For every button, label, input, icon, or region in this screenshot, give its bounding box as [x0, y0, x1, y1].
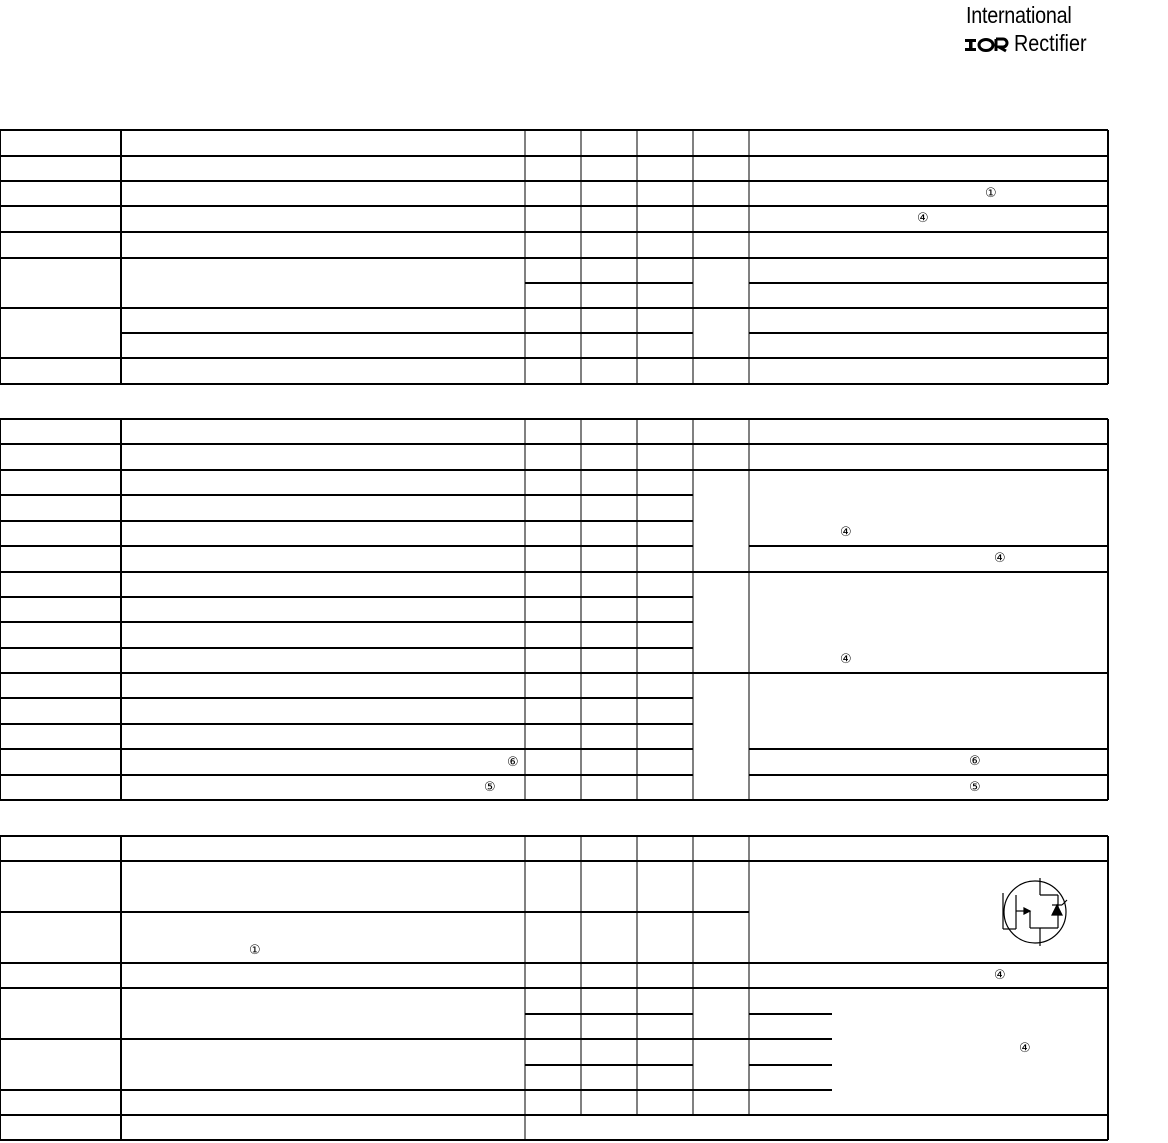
source-drain-ratings-table	[0, 836, 1108, 1140]
note-marker-4: ④	[1019, 1041, 1031, 1056]
note-marker-4: ④	[840, 652, 852, 667]
brand-line1: International	[966, 2, 1072, 28]
note-marker-4: ④	[994, 968, 1006, 983]
note-marker-6: ⑥	[969, 754, 981, 769]
mosfet-symbol-icon	[1003, 878, 1067, 946]
note-marker-4: ④	[994, 551, 1006, 566]
brand-line2: Rectifier	[1014, 30, 1087, 56]
electrical-characteristics-table	[0, 130, 1108, 384]
dynamic-characteristics-table	[0, 419, 1108, 800]
note-marker-1: ①	[249, 943, 261, 958]
note-marker-1: ①	[985, 186, 997, 201]
note-marker-6: ⑥	[507, 755, 519, 770]
note-marker-5: ⑤	[484, 780, 496, 795]
note-marker-5: ⑤	[969, 780, 981, 795]
note-marker-4: ④	[917, 211, 929, 226]
note-marker-4: ④	[840, 525, 852, 540]
